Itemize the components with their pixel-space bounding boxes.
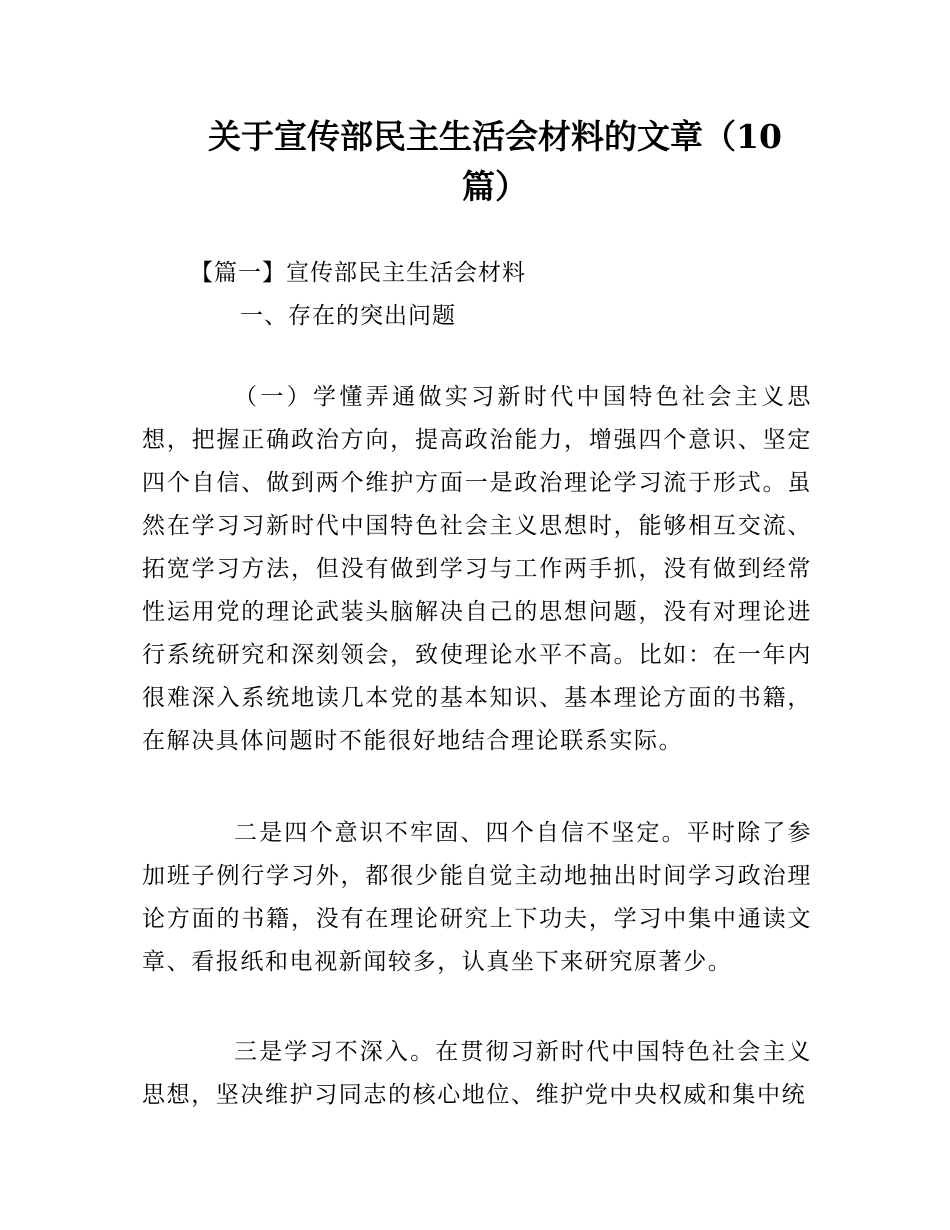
- paragraph-1: （一）学懂弄通做实习新时代中国特色社会主义思想，把握正确政治方向，提高政治能力，增强四个意识、坚定四个自信、做到两个维护方面一是政治理论学习流于形式。虽然在学习习新时代中国特色社会主义思想时，能够相互交流、拓宽学习方法，但没有做到学习与工作两手抓，没有做到经常性运用党的理论武装头脑解决自己的思想问题，没有对理论进行系统研究和深刻领会，致使理论水平不高。比如：在一年内很难深入系统地读几本党的基本知识、基本理论方面的书籍，在解决具体问题时不能很好地结合理论联系实际。: [142, 384, 812, 754]
- paragraph-2: 二是四个意识不牢固、四个自信不坚定。平时除了参加班子例行学习外，都很少能自觉主动地抽出时间学习政治理论方面的书籍，没有在理论研究上下功夫，学习中集中通读文章、看报纸和电视新闻较多，认真坐下来研究原著少。: [142, 820, 812, 975]
- document-title: 关于宣传部民主生活会材料的文章（10篇）: [208, 117, 782, 206]
- section-heading: 【篇一】宣传部民主生活会材料: [190, 260, 526, 286]
- subheading: 一、存在的突出问题: [240, 303, 456, 329]
- paragraph-3: 三是学习不深入。在贯彻习新时代中国特色社会主义思想，坚决维护习同志的核心地位、维护党中央权威和集中统: [142, 1039, 812, 1108]
